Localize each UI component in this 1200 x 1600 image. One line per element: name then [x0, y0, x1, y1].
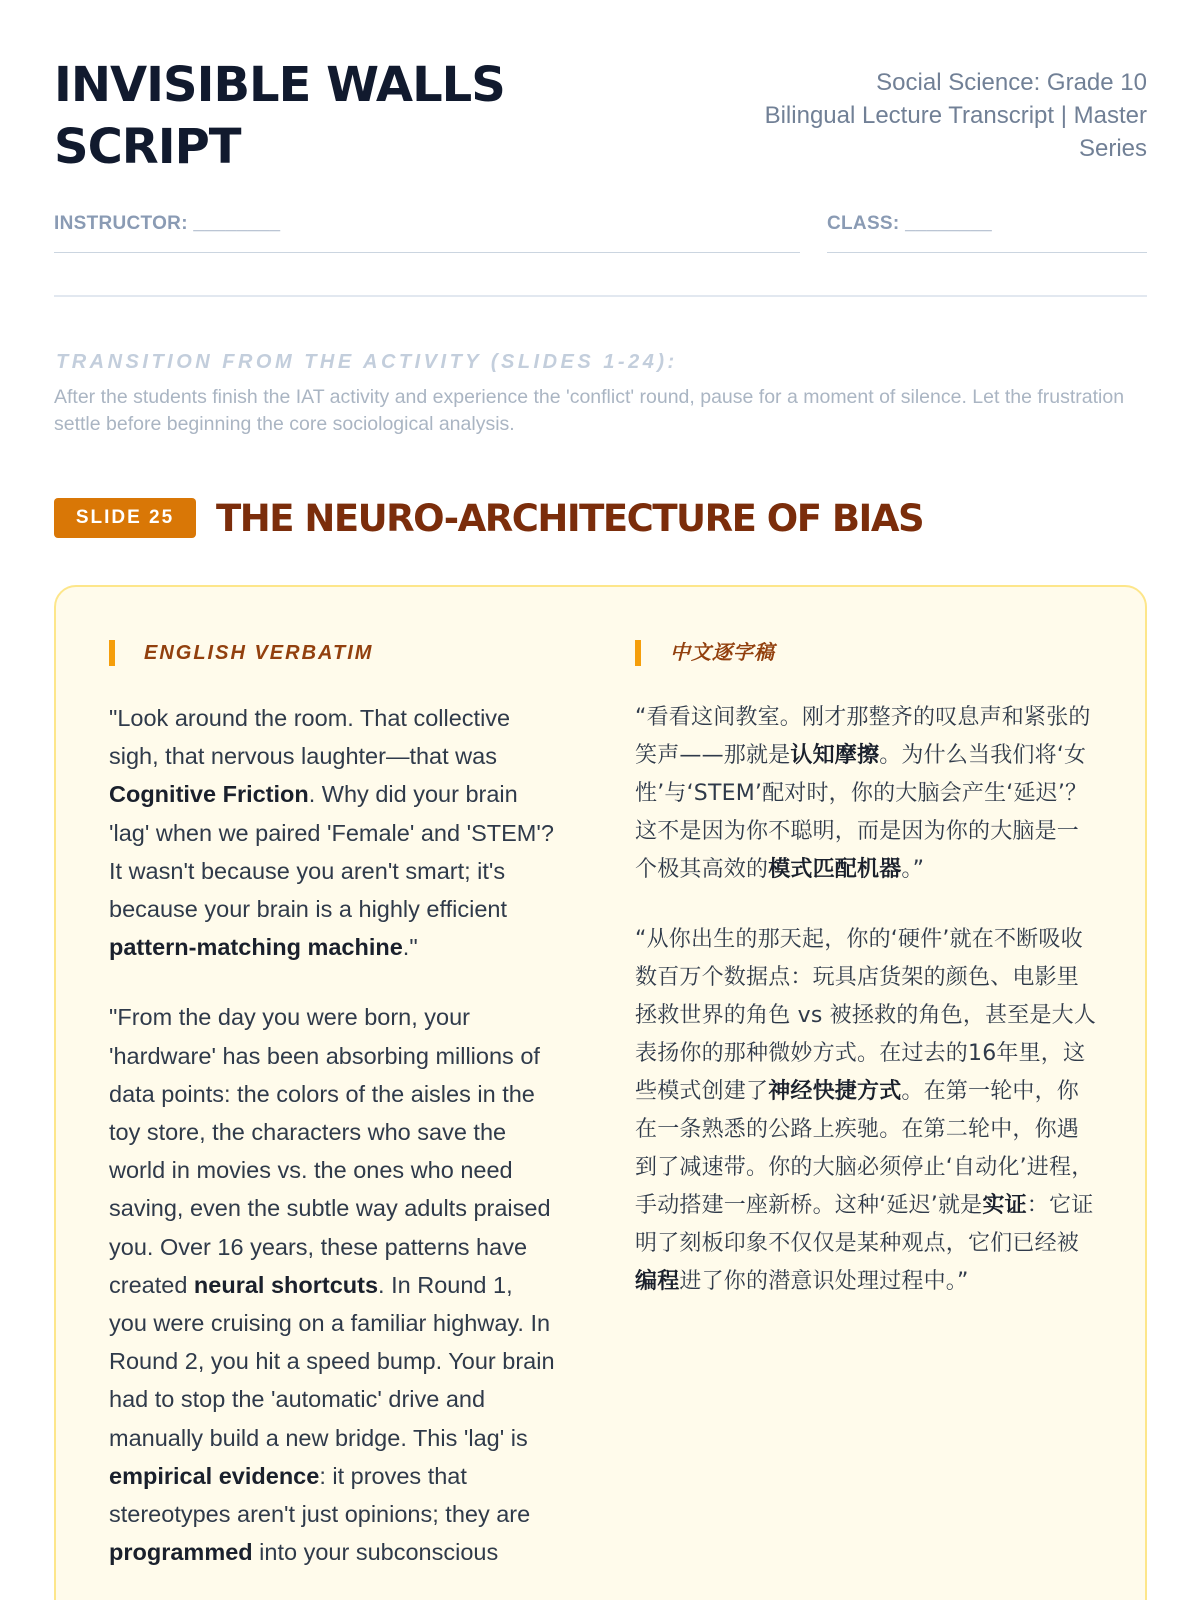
page-title: INVISIBLE WALLS SCRIPT — [54, 57, 505, 175]
english-paragraph-1: "Look around the room. That collective sigh, that nervous laughter—that was Cognitive Friction. Why did your brain 'lag' when we paired 'Female' and 'STEM'? It wasn't because you aren't smart; it's because your brain is a highly efficient pattern-matching machine." — [109, 705, 554, 961]
transition-text: After the students finish the IAT activity and experience the 'conflict' round, pause for a moment of silence. Let the frustration settle before beginning the core sociological analysis. — [54, 386, 1125, 435]
divider — [54, 295, 1147, 297]
chinese-paragraph-2: “从你出生的那天起，你的‘硬件’就在不断吸收数百万个数据点：玩具店货架的颜色、电影里拯救世界的角色 vs 被拯救的角色，甚至是大人表扬你的那种微妙方式。在过去的16年里，这些模式创建了神经快捷方式。在第一轮中，你在一条熟悉的公路上疾驰。在第二轮中，你遇到了减速带。你的大脑必须停止‘自动化’进程，手动搭建一座新桥。这种‘延迟’就是实证：它证明了刻板印象不仅仅是某种观点，它们已经被编程进了你的潜意识处理过程中。” — [635, 927, 1097, 1294]
slide-badge: SLIDE 25 — [54, 498, 196, 538]
english-heading: ENGLISH VERBATIM — [109, 640, 373, 666]
series-line: Bilingual Lecture Transcript | Master Series — [764, 102, 1147, 162]
english-column — [109, 699, 557, 1600]
subject-line: Social Science: Grade 10 — [876, 69, 1147, 96]
english-paragraph-2: "From the day you were born, your 'hardware' has been absorbing millions of data points: the colors of the aisles in the toy store, the characters who save the world in movies vs. the ones who need saving, even the subtle way adults praised you. Over 16 years, these patterns have created neural shortcuts. In Round 1, you were cruising on a familiar highway. In Round 2, you hit a speed bump. Your brain had to stop the 'automatic' drive and manually build a new bridge. This 'lag' is empirical evidence: it proves that stereotypes aren't just opinions; they are programmed into your subconscious — [109, 1004, 555, 1566]
class-field: CLASS: ________ — [827, 213, 1147, 253]
chinese-column — [635, 699, 1097, 1333]
document-meta — [727, 66, 1147, 165]
slide-title: THE NEURO-ARCHITECTURE OF BIAS — [216, 497, 924, 540]
instructor-field: INSTRUCTOR: ________ — [54, 213, 800, 253]
transition-label: TRANSITION FROM THE ACTIVITY (SLIDES 1-24): — [56, 351, 678, 373]
chinese-paragraph-1: “看看这间教室。刚才那整齐的叹息声和紧张的笑声——那就是认知摩擦。为什么当我们将‘女性’与‘STEM’配对时，你的大脑会产生‘延迟’？这不是因为你不聪明，而是因为你的大脑是一个极其高效的模式匹配机器。” — [635, 705, 1091, 882]
chinese-heading: 中文逐字稿 — [635, 640, 775, 666]
